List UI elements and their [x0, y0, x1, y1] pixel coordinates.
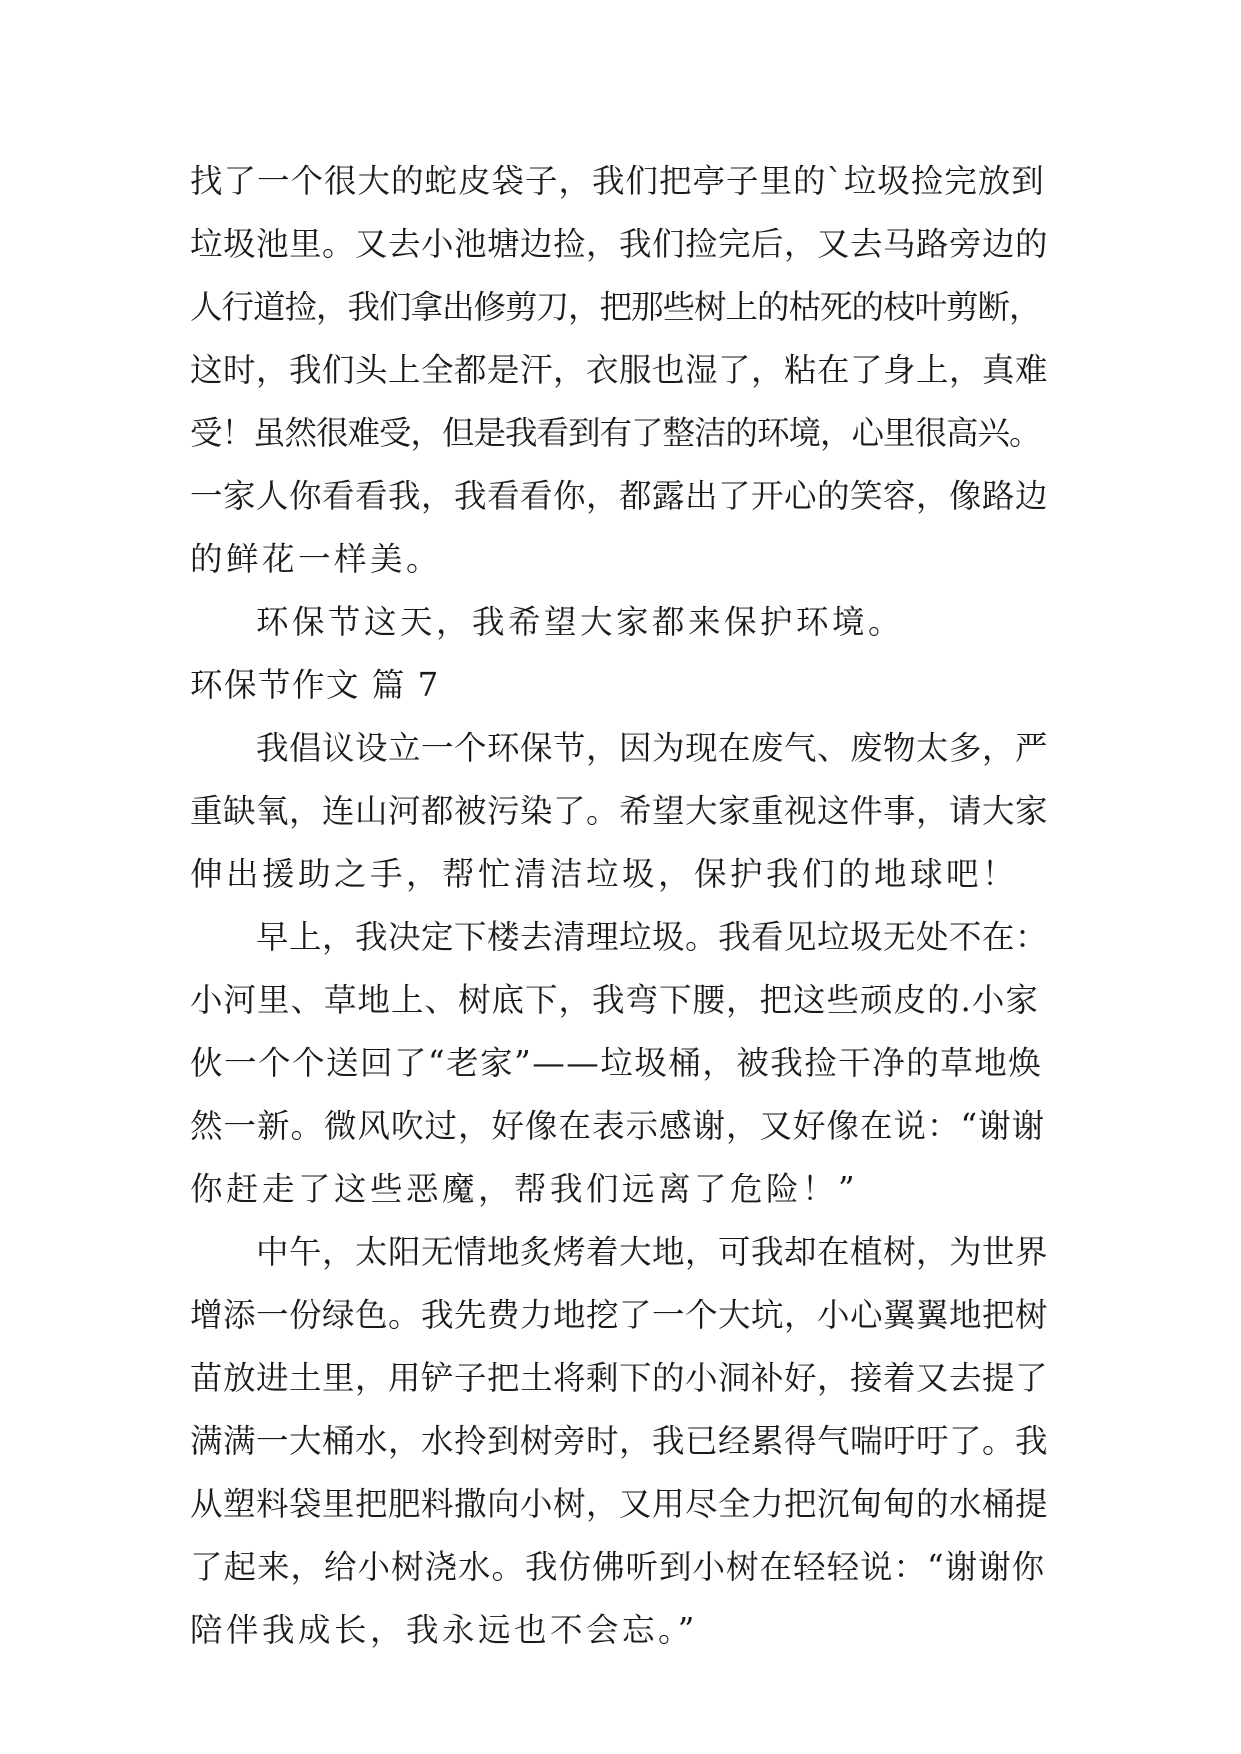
text-line: 我倡议设立一个环保节，因为现在废气、废物太多，严 — [256, 729, 1049, 767]
text-line: 找了一个很大的蛇皮袋子，我们把亭子里的`垃圾捡完放到 — [190, 162, 1045, 200]
text-line: 你赶走了这些恶魔，帮我们远离了危险！” — [190, 1170, 859, 1208]
text-line: 伙一个个送回了“老家”——垃圾桶，被我捡干净的草地焕 — [190, 1044, 1043, 1082]
text-line: 小河里、草地上、树底下，我弯下腰，把这些顽皮的.小家 — [190, 981, 1039, 1019]
text-line: 了起来，给小树浇水。我仿佛听到小树在轻轻说：“谢谢你 — [190, 1548, 1046, 1586]
text-line: 苗放进土里，用铲子把土将剩下的小洞补好，接着又去提了 — [190, 1359, 1049, 1397]
text-line: 早上，我决定下楼去清理垃圾。我看见垃圾无处不在： — [256, 918, 1049, 956]
text-line: 这时，我们头上全都是汗，衣服也湿了，粘在了身上，真难 — [190, 351, 1049, 389]
text-line: 的鲜花一样美。 — [190, 540, 443, 578]
text-line: 然一新。微风吹过，好像在表示感谢，又好像在说：“谢谢 — [190, 1107, 1046, 1145]
text-line: 中午，太阳无情地炙烤着大地，可我却在植树，为世界 — [256, 1233, 1049, 1271]
text-line: 增添一份绿色。我先费力地挖了一个大坑，小心翼翼地把树 — [190, 1296, 1049, 1334]
text-line: 人行道捡，我们拿出修剪刀，把那些树上的枯死的枝叶剪断， — [190, 288, 1041, 326]
text-line: 重缺氧，连山河都被污染了。希望大家重视这件事，请大家 — [190, 792, 1049, 830]
text-line: 伸出援助之手，帮忙清洁垃圾，保护我们的地球吧！ — [190, 855, 1019, 893]
text-line: 垃圾池里。又去小池塘边捡，我们捡完后，又去马路旁边的 — [190, 225, 1049, 263]
text-line: 一家人你看看我，我看看你，都露出了开心的笑容，像路边 — [190, 477, 1049, 515]
section-heading: 环保节作文 篇 7 — [190, 666, 440, 704]
text-line: 满满一大桶水，水拎到树旁时，我已经累得气喘吁吁了。我 — [190, 1422, 1049, 1460]
document-body — [190, 150, 1050, 1662]
text-line: 从塑料袋里把肥料撒向小树，又用尽全力把沉甸甸的水桶提 — [190, 1485, 1049, 1523]
text-line: 陪伴我成长，我永远也不会忘。” — [190, 1611, 698, 1649]
text-line: 受！虽然很难受，但是我看到有了整洁的环境，心里很高兴。 — [190, 414, 1041, 452]
text-line: 环保节这天，我希望大家都来保护环境。 — [256, 603, 905, 641]
